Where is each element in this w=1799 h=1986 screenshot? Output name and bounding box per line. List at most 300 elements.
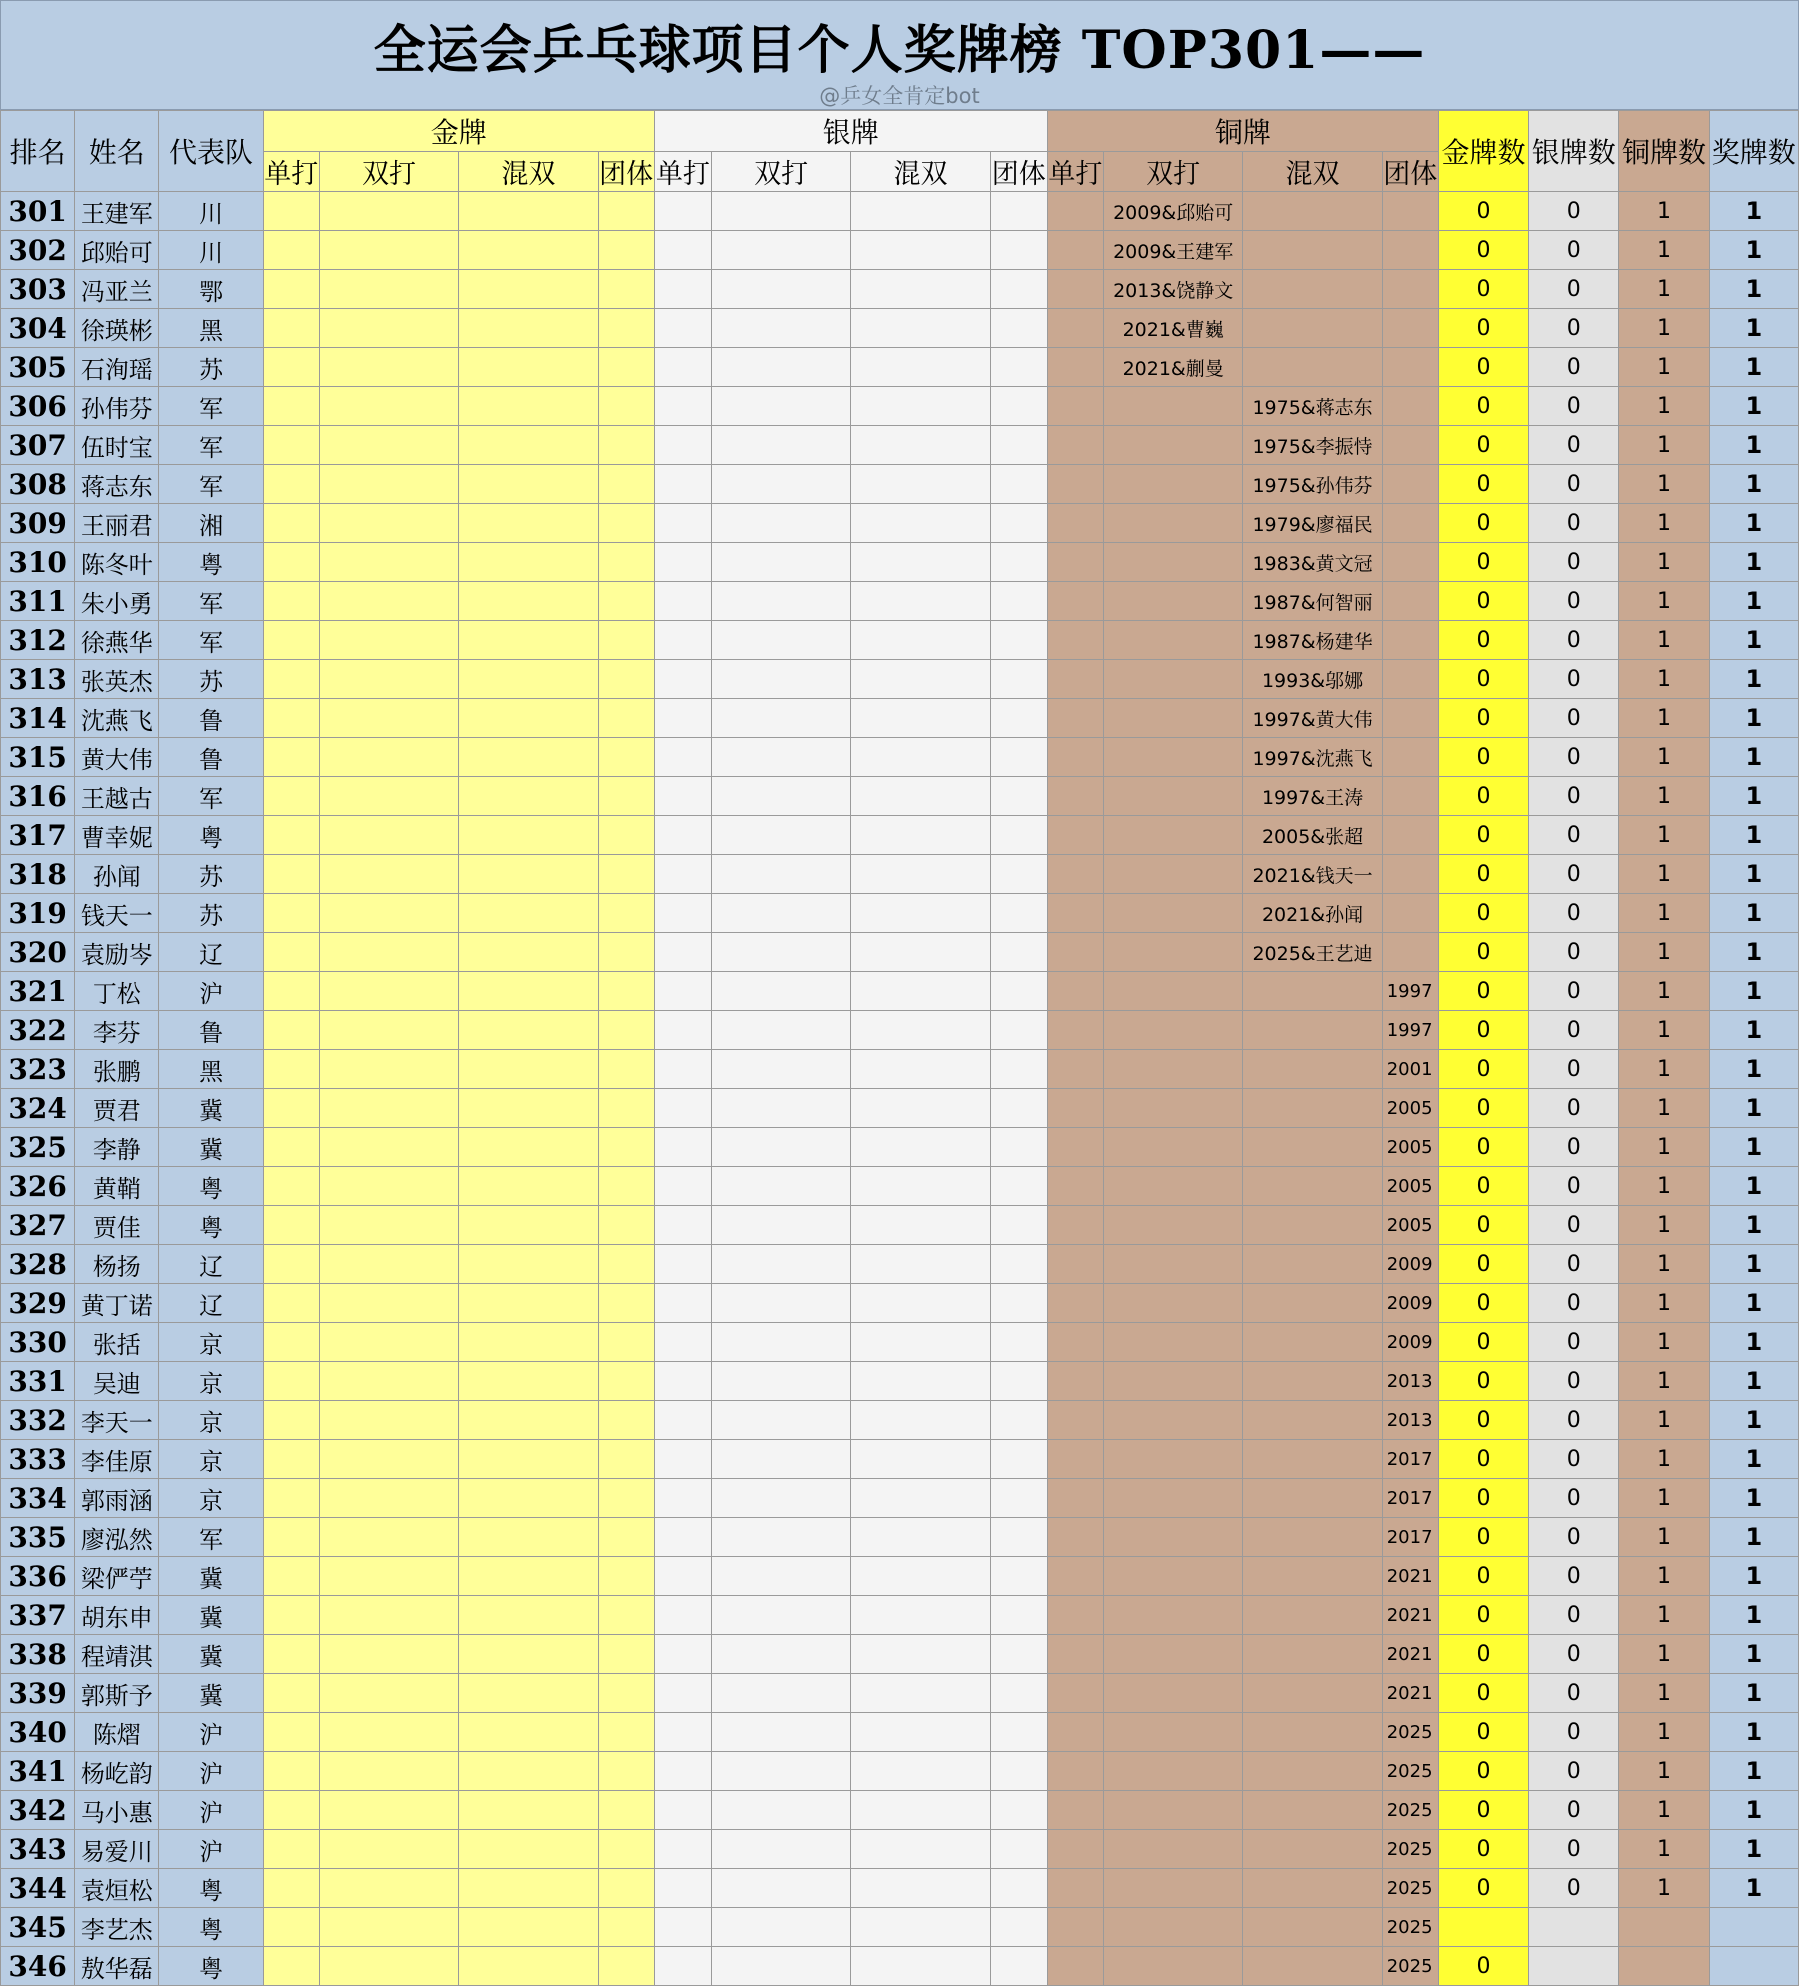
cell-bronze-doubles xyxy=(1103,1206,1242,1245)
cell-silver-singles xyxy=(654,1011,711,1050)
cell-bronze-doubles xyxy=(1103,933,1242,972)
cell-bronze-singles xyxy=(1047,933,1103,972)
cell-gold-mixed xyxy=(459,1752,598,1791)
cell-gold-singles xyxy=(263,582,319,621)
cell-silver-mixed xyxy=(851,348,990,387)
cell-gold-team xyxy=(598,1089,654,1128)
cell-bronze-mixed xyxy=(1243,1791,1382,1830)
cell-total-count: 1 xyxy=(1709,1557,1798,1596)
cell-gold-doubles xyxy=(319,621,458,660)
cell-name: 廖泓然 xyxy=(75,1518,159,1557)
cell-gold-team xyxy=(598,1245,654,1284)
cell-team: 京 xyxy=(159,1401,263,1440)
cell-bronze-mixed xyxy=(1243,1635,1382,1674)
header-gold-singles: 单打 xyxy=(263,152,319,192)
cell-silver-mixed xyxy=(851,738,990,777)
cell-silver-singles xyxy=(654,426,711,465)
cell-gold-count: 0 xyxy=(1438,1323,1528,1362)
cell-name: 王建军 xyxy=(75,192,159,231)
cell-bronze-doubles xyxy=(1103,1128,1242,1167)
cell-silver-singles xyxy=(654,1713,711,1752)
table-body xyxy=(1,192,1799,1986)
cell-name: 黄丁诺 xyxy=(75,1284,159,1323)
cell-gold-count: 0 xyxy=(1438,621,1528,660)
cell-bronze-count: 1 xyxy=(1619,1479,1709,1518)
cell-gold-singles xyxy=(263,1713,319,1752)
table-row xyxy=(1,1635,1799,1674)
cell-bronze-doubles xyxy=(1103,1440,1242,1479)
cell-team: 冀 xyxy=(159,1089,263,1128)
cell-silver-mixed xyxy=(851,1752,990,1791)
cell-silver-count: 0 xyxy=(1529,1596,1619,1635)
cell-bronze-count: 1 xyxy=(1619,504,1709,543)
table-row xyxy=(1,1050,1799,1089)
cell-gold-mixed xyxy=(459,933,598,972)
cell-gold-singles xyxy=(263,309,319,348)
cell-silver-count: 0 xyxy=(1529,1245,1619,1284)
table-row xyxy=(1,543,1799,582)
cell-silver-mixed xyxy=(851,1713,990,1752)
cell-gold-mixed xyxy=(459,816,598,855)
cell-bronze-team: 1997 xyxy=(1382,1011,1438,1050)
cell-bronze-doubles xyxy=(1103,1479,1242,1518)
cell-silver-team xyxy=(990,660,1047,699)
cell-gold-singles xyxy=(263,1323,319,1362)
cell-silver-count: 0 xyxy=(1529,1674,1619,1713)
cell-silver-singles xyxy=(654,1791,711,1830)
cell-gold-mixed xyxy=(459,777,598,816)
cell-rank: 343 xyxy=(1,1830,75,1869)
cell-gold-team xyxy=(598,621,654,660)
cell-silver-count: 0 xyxy=(1529,816,1619,855)
cell-gold-singles xyxy=(263,1128,319,1167)
cell-bronze-doubles xyxy=(1103,1947,1242,1986)
cell-bronze-count: 1 xyxy=(1619,1869,1709,1908)
cell-team: 粤 xyxy=(159,1947,263,1986)
cell-gold-count: 0 xyxy=(1438,1752,1528,1791)
cell-bronze-team xyxy=(1382,465,1438,504)
cell-gold-team xyxy=(598,894,654,933)
cell-gold-count: 0 xyxy=(1438,894,1528,933)
cell-bronze-singles xyxy=(1047,1479,1103,1518)
header-silver-doubles: 双打 xyxy=(711,152,850,192)
cell-name: 李佳原 xyxy=(75,1440,159,1479)
cell-bronze-mixed: 1975&孙伟芬 xyxy=(1243,465,1382,504)
cell-gold-team xyxy=(598,1167,654,1206)
cell-silver-mixed xyxy=(851,1440,990,1479)
cell-team: 京 xyxy=(159,1479,263,1518)
cell-gold-singles xyxy=(263,816,319,855)
table-row xyxy=(1,1947,1799,1986)
cell-bronze-doubles xyxy=(1103,972,1242,1011)
cell-silver-count: 0 xyxy=(1529,1440,1619,1479)
cell-gold-count: 0 xyxy=(1438,1206,1528,1245)
cell-silver-doubles xyxy=(711,1518,850,1557)
cell-bronze-count: 1 xyxy=(1619,777,1709,816)
table-row xyxy=(1,309,1799,348)
cell-gold-mixed xyxy=(459,1596,598,1635)
cell-team: 军 xyxy=(159,777,263,816)
cell-silver-singles xyxy=(654,1245,711,1284)
cell-silver-count: 0 xyxy=(1529,1401,1619,1440)
cell-silver-mixed xyxy=(851,1206,990,1245)
cell-gold-team xyxy=(598,1908,654,1947)
cell-gold-doubles xyxy=(319,660,458,699)
cell-silver-count: 0 xyxy=(1529,1830,1619,1869)
cell-gold-count: 0 xyxy=(1438,1557,1528,1596)
cell-bronze-team xyxy=(1382,933,1438,972)
cell-silver-doubles xyxy=(711,1869,850,1908)
cell-silver-team xyxy=(990,699,1047,738)
cell-gold-mixed xyxy=(459,1440,598,1479)
cell-team: 沪 xyxy=(159,1830,263,1869)
cell-silver-mixed xyxy=(851,1245,990,1284)
cell-bronze-doubles xyxy=(1103,1869,1242,1908)
cell-bronze-team xyxy=(1382,387,1438,426)
table-row xyxy=(1,1908,1799,1947)
cell-gold-doubles xyxy=(319,738,458,777)
cell-rank: 324 xyxy=(1,1089,75,1128)
cell-gold-count: 0 xyxy=(1438,543,1528,582)
table-row xyxy=(1,1518,1799,1557)
cell-total-count: 1 xyxy=(1709,1128,1798,1167)
cell-silver-singles xyxy=(654,1284,711,1323)
cell-gold-count xyxy=(1438,1908,1528,1947)
cell-total-count: 1 xyxy=(1709,1323,1798,1362)
cell-total-count: 1 xyxy=(1709,1167,1798,1206)
cell-bronze-team: 2005 xyxy=(1382,1089,1438,1128)
cell-silver-doubles xyxy=(711,582,850,621)
cell-bronze-doubles xyxy=(1103,1830,1242,1869)
cell-bronze-team: 2013 xyxy=(1382,1362,1438,1401)
cell-silver-doubles xyxy=(711,1011,850,1050)
cell-gold-count: 0 xyxy=(1438,231,1528,270)
cell-total-count: 1 xyxy=(1709,855,1798,894)
cell-bronze-count: 1 xyxy=(1619,231,1709,270)
cell-gold-team xyxy=(598,1440,654,1479)
cell-gold-singles xyxy=(263,1089,319,1128)
cell-total-count: 1 xyxy=(1709,582,1798,621)
cell-bronze-singles xyxy=(1047,387,1103,426)
cell-total-count: 1 xyxy=(1709,1245,1798,1284)
cell-gold-team xyxy=(598,1284,654,1323)
cell-gold-team xyxy=(598,504,654,543)
cell-bronze-singles xyxy=(1047,738,1103,777)
cell-bronze-doubles xyxy=(1103,1011,1242,1050)
cell-bronze-mixed: 1987&杨建华 xyxy=(1243,621,1382,660)
cell-bronze-doubles xyxy=(1103,1752,1242,1791)
cell-gold-team xyxy=(598,1713,654,1752)
cell-bronze-mixed: 1997&王涛 xyxy=(1243,777,1382,816)
cell-silver-mixed xyxy=(851,1128,990,1167)
cell-silver-team xyxy=(990,621,1047,660)
cell-gold-mixed xyxy=(459,582,598,621)
cell-rank: 311 xyxy=(1,582,75,621)
cell-silver-doubles xyxy=(711,738,850,777)
cell-bronze-team: 2025 xyxy=(1382,1752,1438,1791)
cell-silver-mixed xyxy=(851,426,990,465)
cell-team: 粤 xyxy=(159,1908,263,1947)
cell-name: 袁烜松 xyxy=(75,1869,159,1908)
cell-silver-count: 0 xyxy=(1529,1557,1619,1596)
cell-silver-count: 0 xyxy=(1529,1284,1619,1323)
cell-team: 京 xyxy=(159,1440,263,1479)
cell-gold-doubles xyxy=(319,1752,458,1791)
header-gold-count: 金牌数 xyxy=(1438,111,1528,192)
cell-silver-singles xyxy=(654,231,711,270)
cell-bronze-mixed xyxy=(1243,972,1382,1011)
cell-gold-team xyxy=(598,270,654,309)
cell-total-count: 1 xyxy=(1709,894,1798,933)
cell-gold-mixed xyxy=(459,1050,598,1089)
cell-bronze-team: 2005 xyxy=(1382,1206,1438,1245)
cell-bronze-count: 1 xyxy=(1619,1089,1709,1128)
cell-silver-doubles xyxy=(711,270,850,309)
cell-gold-doubles xyxy=(319,1362,458,1401)
cell-team: 辽 xyxy=(159,933,263,972)
cell-silver-mixed xyxy=(851,660,990,699)
cell-gold-doubles xyxy=(319,465,458,504)
cell-silver-mixed xyxy=(851,1011,990,1050)
cell-silver-count: 0 xyxy=(1529,1479,1619,1518)
cell-bronze-singles xyxy=(1047,1440,1103,1479)
cell-gold-doubles xyxy=(319,1869,458,1908)
cell-gold-team xyxy=(598,309,654,348)
cell-silver-team xyxy=(990,1947,1047,1986)
cell-team: 冀 xyxy=(159,1596,263,1635)
cell-silver-doubles xyxy=(711,1440,850,1479)
cell-silver-doubles xyxy=(711,1128,850,1167)
cell-gold-singles xyxy=(263,1674,319,1713)
cell-gold-singles xyxy=(263,738,319,777)
cell-bronze-team: 2021 xyxy=(1382,1635,1438,1674)
cell-gold-team xyxy=(598,1401,654,1440)
cell-bronze-doubles xyxy=(1103,426,1242,465)
cell-gold-doubles xyxy=(319,543,458,582)
cell-total-count: 1 xyxy=(1709,1635,1798,1674)
cell-bronze-doubles xyxy=(1103,1518,1242,1557)
table-row xyxy=(1,660,1799,699)
cell-gold-count: 0 xyxy=(1438,1167,1528,1206)
cell-team: 黑 xyxy=(159,309,263,348)
cell-gold-doubles xyxy=(319,582,458,621)
cell-silver-singles xyxy=(654,777,711,816)
cell-gold-mixed xyxy=(459,504,598,543)
cell-gold-mixed xyxy=(459,1674,598,1713)
cell-bronze-count: 1 xyxy=(1619,1440,1709,1479)
cell-silver-team xyxy=(990,1557,1047,1596)
cell-silver-singles xyxy=(654,894,711,933)
cell-silver-count: 0 xyxy=(1529,465,1619,504)
cell-bronze-team xyxy=(1382,309,1438,348)
cell-bronze-singles xyxy=(1047,348,1103,387)
table-row xyxy=(1,777,1799,816)
cell-bronze-team xyxy=(1382,582,1438,621)
cell-bronze-count: 1 xyxy=(1619,192,1709,231)
cell-bronze-count: 1 xyxy=(1619,1791,1709,1830)
cell-name: 丁松 xyxy=(75,972,159,1011)
cell-gold-team xyxy=(598,1206,654,1245)
cell-gold-singles xyxy=(263,1596,319,1635)
cell-gold-count: 0 xyxy=(1438,1518,1528,1557)
cell-gold-singles xyxy=(263,1869,319,1908)
cell-silver-doubles xyxy=(711,192,850,231)
cell-bronze-team xyxy=(1382,543,1438,582)
cell-name: 李天一 xyxy=(75,1401,159,1440)
cell-rank: 341 xyxy=(1,1752,75,1791)
table-row xyxy=(1,1869,1799,1908)
cell-bronze-team: 2001 xyxy=(1382,1050,1438,1089)
cell-gold-doubles xyxy=(319,1167,458,1206)
cell-bronze-count: 1 xyxy=(1619,1167,1709,1206)
cell-team: 苏 xyxy=(159,660,263,699)
cell-total-count: 1 xyxy=(1709,543,1798,582)
cell-silver-singles xyxy=(654,1362,711,1401)
cell-silver-singles xyxy=(654,699,711,738)
cell-silver-doubles xyxy=(711,1089,850,1128)
table-row xyxy=(1,1713,1799,1752)
cell-bronze-mixed xyxy=(1243,1557,1382,1596)
cell-silver-doubles xyxy=(711,1401,850,1440)
cell-bronze-mixed xyxy=(1243,1752,1382,1791)
cell-gold-count: 0 xyxy=(1438,1479,1528,1518)
cell-silver-count: 0 xyxy=(1529,231,1619,270)
cell-silver-singles xyxy=(654,738,711,777)
cell-gold-mixed xyxy=(459,1557,598,1596)
cell-silver-doubles xyxy=(711,1635,850,1674)
cell-rank: 323 xyxy=(1,1050,75,1089)
cell-bronze-doubles xyxy=(1103,855,1242,894)
cell-bronze-singles xyxy=(1047,1245,1103,1284)
cell-total-count: 1 xyxy=(1709,504,1798,543)
cell-rank: 304 xyxy=(1,309,75,348)
cell-bronze-doubles xyxy=(1103,1713,1242,1752)
cell-rank: 325 xyxy=(1,1128,75,1167)
cell-bronze-count: 1 xyxy=(1619,660,1709,699)
table-row xyxy=(1,894,1799,933)
cell-rank: 337 xyxy=(1,1596,75,1635)
cell-bronze-count: 1 xyxy=(1619,309,1709,348)
cell-bronze-count: 1 xyxy=(1619,1206,1709,1245)
cell-name: 张括 xyxy=(75,1323,159,1362)
cell-bronze-singles xyxy=(1047,192,1103,231)
cell-total-count: 1 xyxy=(1709,1011,1798,1050)
cell-silver-team xyxy=(990,504,1047,543)
cell-bronze-team: 2025 xyxy=(1382,1908,1438,1947)
cell-bronze-singles xyxy=(1047,1284,1103,1323)
cell-rank: 333 xyxy=(1,1440,75,1479)
cell-bronze-singles xyxy=(1047,1050,1103,1089)
cell-rank: 336 xyxy=(1,1557,75,1596)
cell-bronze-singles xyxy=(1047,660,1103,699)
cell-silver-doubles xyxy=(711,816,850,855)
cell-gold-singles xyxy=(263,348,319,387)
cell-gold-doubles xyxy=(319,1713,458,1752)
cell-bronze-count: 1 xyxy=(1619,465,1709,504)
cell-silver-mixed xyxy=(851,309,990,348)
cell-total-count: 1 xyxy=(1709,387,1798,426)
cell-gold-count: 0 xyxy=(1438,1245,1528,1284)
cell-gold-count: 0 xyxy=(1438,1947,1528,1986)
cell-gold-mixed xyxy=(459,972,598,1011)
cell-gold-team xyxy=(598,1011,654,1050)
cell-team: 粤 xyxy=(159,1206,263,1245)
cell-rank: 331 xyxy=(1,1362,75,1401)
cell-total-count: 1 xyxy=(1709,1518,1798,1557)
cell-name: 程靖淇 xyxy=(75,1635,159,1674)
cell-silver-singles xyxy=(654,387,711,426)
cell-gold-singles xyxy=(263,1635,319,1674)
cell-silver-singles xyxy=(654,1401,711,1440)
cell-rank: 332 xyxy=(1,1401,75,1440)
cell-gold-singles xyxy=(263,1401,319,1440)
cell-silver-singles xyxy=(654,1596,711,1635)
cell-gold-count: 0 xyxy=(1438,777,1528,816)
cell-silver-mixed xyxy=(851,192,990,231)
cell-bronze-mixed xyxy=(1243,1479,1382,1518)
cell-gold-singles xyxy=(263,387,319,426)
cell-gold-mixed xyxy=(459,621,598,660)
cell-bronze-doubles xyxy=(1103,1557,1242,1596)
cell-bronze-singles xyxy=(1047,504,1103,543)
cell-silver-doubles xyxy=(711,1596,850,1635)
cell-name: 吴迪 xyxy=(75,1362,159,1401)
cell-total-count: 1 xyxy=(1709,192,1798,231)
cell-bronze-mixed: 1983&黄文冠 xyxy=(1243,543,1382,582)
cell-bronze-mixed: 1997&沈燕飞 xyxy=(1243,738,1382,777)
cell-rank: 321 xyxy=(1,972,75,1011)
cell-bronze-mixed xyxy=(1243,1713,1382,1752)
cell-silver-singles xyxy=(654,1323,711,1362)
cell-bronze-count: 1 xyxy=(1619,894,1709,933)
cell-team: 鄂 xyxy=(159,270,263,309)
cell-bronze-doubles xyxy=(1103,1596,1242,1635)
cell-gold-mixed xyxy=(459,348,598,387)
cell-silver-team xyxy=(990,231,1047,270)
cell-gold-team xyxy=(598,738,654,777)
cell-rank: 316 xyxy=(1,777,75,816)
cell-silver-count: 0 xyxy=(1529,972,1619,1011)
cell-rank: 335 xyxy=(1,1518,75,1557)
cell-gold-mixed xyxy=(459,1245,598,1284)
cell-team: 粤 xyxy=(159,543,263,582)
cell-silver-count: 0 xyxy=(1529,270,1619,309)
cell-silver-doubles xyxy=(711,1557,850,1596)
cell-bronze-singles xyxy=(1047,1752,1103,1791)
cell-silver-team xyxy=(990,192,1047,231)
cell-gold-doubles xyxy=(319,1674,458,1713)
cell-gold-count: 0 xyxy=(1438,348,1528,387)
cell-gold-team xyxy=(598,1791,654,1830)
cell-silver-mixed xyxy=(851,1518,990,1557)
cell-bronze-count: 1 xyxy=(1619,582,1709,621)
cell-silver-team xyxy=(990,972,1047,1011)
cell-bronze-count: 1 xyxy=(1619,855,1709,894)
cell-gold-singles xyxy=(263,1791,319,1830)
cell-bronze-team: 2009 xyxy=(1382,1323,1438,1362)
cell-bronze-doubles xyxy=(1103,738,1242,777)
cell-gold-team xyxy=(598,1323,654,1362)
header-bronze: 铜牌 xyxy=(1047,111,1438,152)
cell-name: 黄鞘 xyxy=(75,1167,159,1206)
cell-bronze-singles xyxy=(1047,309,1103,348)
cell-silver-mixed xyxy=(851,972,990,1011)
cell-silver-count: 0 xyxy=(1529,543,1619,582)
cell-team: 粤 xyxy=(159,816,263,855)
cell-gold-team xyxy=(598,816,654,855)
cell-rank: 303 xyxy=(1,270,75,309)
cell-total-count: 1 xyxy=(1709,738,1798,777)
